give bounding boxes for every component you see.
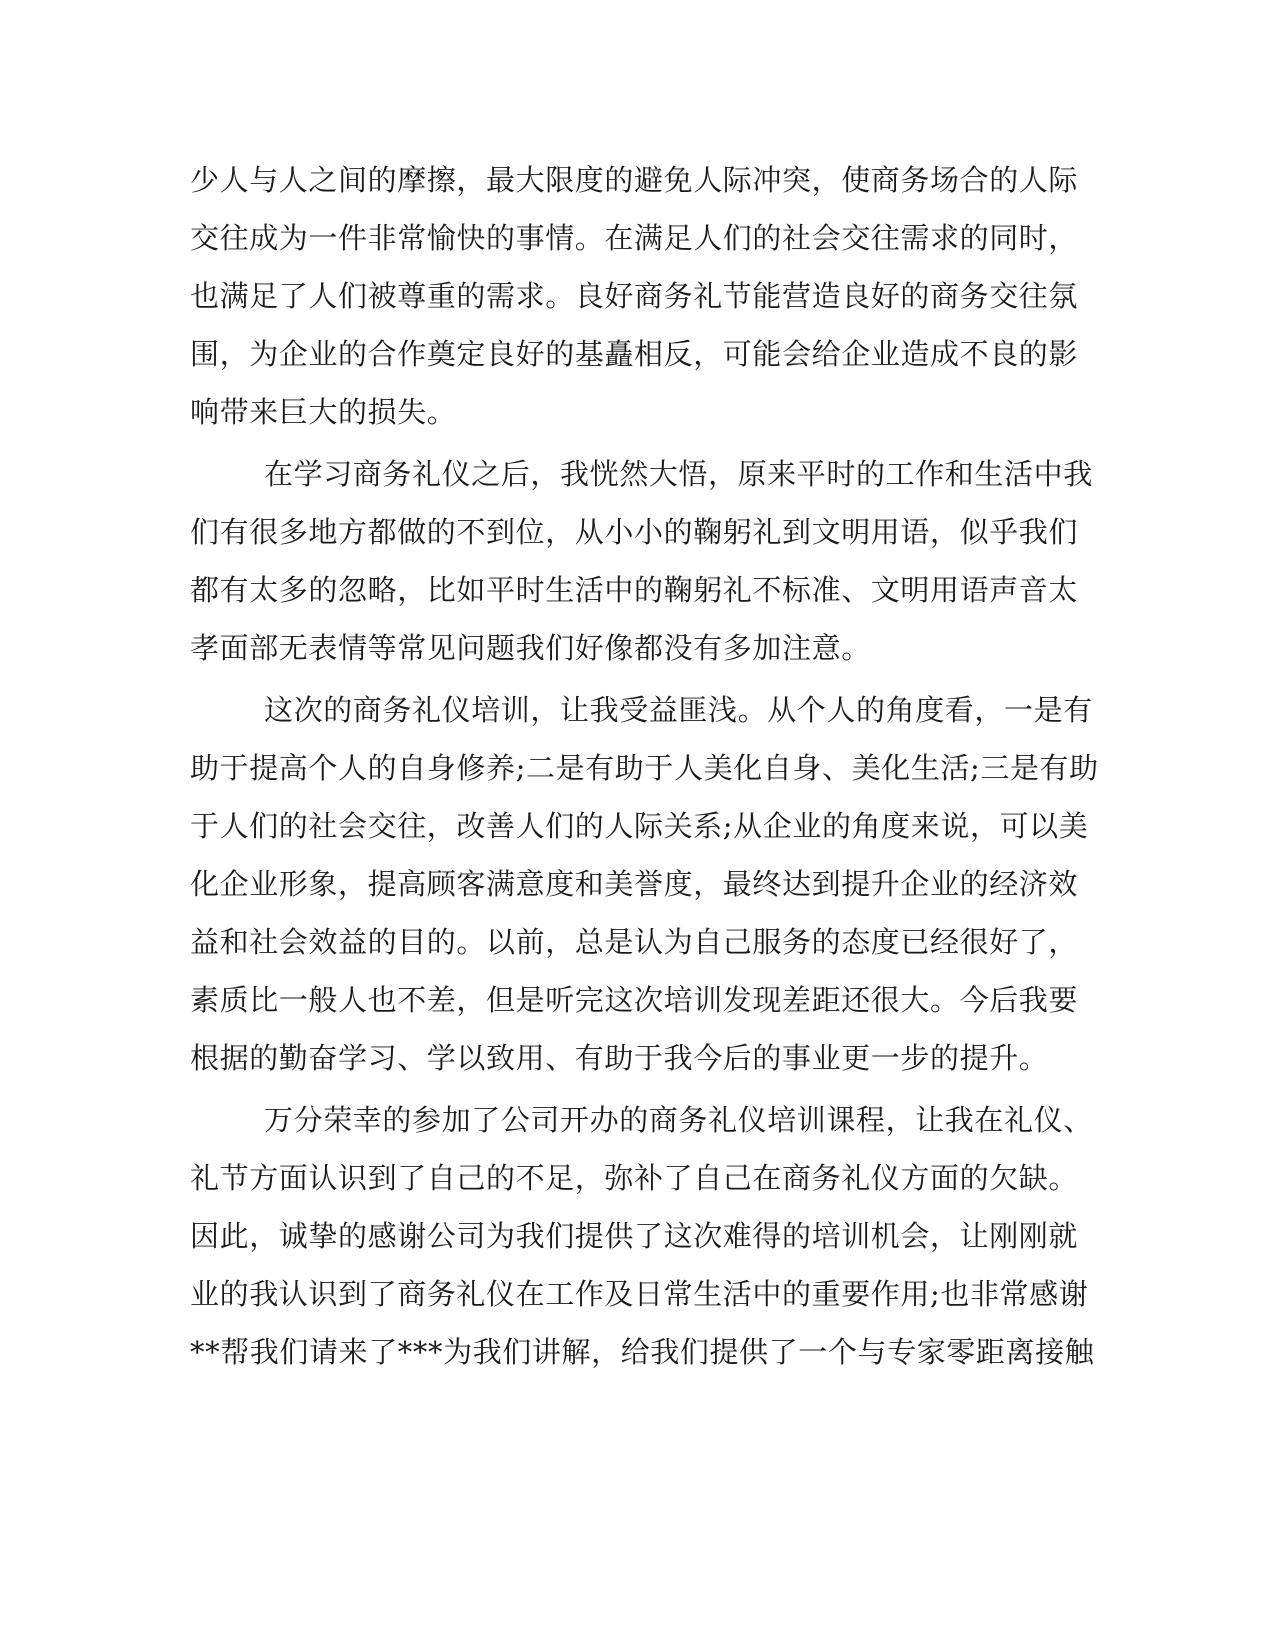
- text-line: 素质比一般人也不差，但是听完这次培训发现差距还很大。今后我要: [190, 983, 1079, 1017]
- text-line: 都有太多的忽略，比如平时生活中的鞠躬礼不标准、文明用语声音太: [190, 573, 1079, 607]
- text-line: 因此，诚挚的感谢公司为我们提供了这次难得的培训机会，让刚刚就: [190, 1219, 1079, 1253]
- text-line: 业的我认识到了商务礼仪在工作及日常生活中的重要作用;也非常感谢: [190, 1277, 1089, 1311]
- text-line: 交往成为一件非常愉快的事情。在满足人们的社会交往需求的同时，: [190, 221, 1079, 255]
- paragraph-first-line: 万分荣幸的参加了公司开办的商务礼仪培训课程，让我在礼仪、: [264, 1103, 1093, 1137]
- text-line: **帮我们请来了***为我们讲解，给我们提供了一个与专家零距离接触: [190, 1335, 1095, 1369]
- text-line: 于人们的社会交往，改善人们的人际关系;从企业的角度来说，可以美: [190, 809, 1089, 843]
- text-line: 们有很多地方都做的不到位，从小小的鞠躬礼到文明用语，似乎我们: [190, 515, 1079, 549]
- text-line: 化企业形象，提高顾客满意度和美誉度，最终达到提升企业的经济效: [190, 867, 1079, 901]
- text-line: 孝面部无表情等常见问题我们好像都没有多加注意。: [190, 631, 871, 665]
- text-line: 响带来巨大的损失。: [190, 395, 457, 429]
- text-line: 礼节方面认识到了自己的不足，弥补了自己在商务礼仪方面的欠缺。: [190, 1161, 1079, 1195]
- text-line: 围，为企业的合作奠定良好的基矗相反，可能会给企业造成不良的影: [190, 337, 1079, 371]
- text-line: 少人与人之间的摩擦，最大限度的避免人际冲突，使商务场合的人际: [190, 163, 1079, 197]
- paragraph-first-line: 在学习商务礼仪之后，我恍然大悟，原来平时的工作和生活中我: [264, 457, 1093, 491]
- paragraph-first-line: 这次的商务礼仪培训，让我受益匪浅。从个人的角度看，一是有: [264, 693, 1093, 727]
- text-line: 助于提高个人的自身修养;二是有助于人美化自身、美化生活;三是有助: [190, 751, 1099, 785]
- text-line: 根据的勤奋学习、学以致用、有助于我今后的事业更一步的提升。: [190, 1041, 1049, 1075]
- text-line: 益和社会效益的目的。以前，总是认为自己服务的态度已经很好了，: [190, 925, 1079, 959]
- text-line: 也满足了人们被尊重的需求。良好商务礼节能营造良好的商务交往氛: [190, 279, 1079, 313]
